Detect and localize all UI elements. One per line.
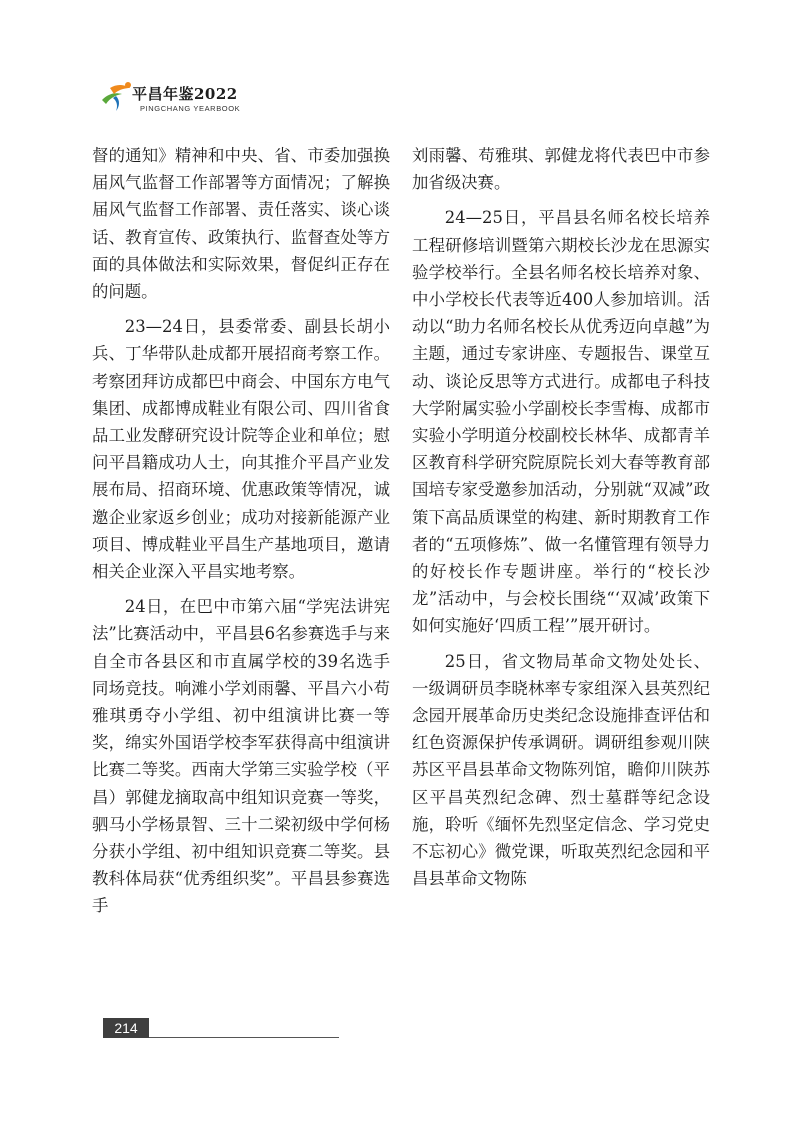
paragraph: 24日，在巴中市第六届“学宪法讲宪法”比赛活动中，平昌县6名参赛选手与来自全市各县区和市直属学校的39名选手同场竞技。响滩小学刘雨馨、平昌六小苟雅琪勇夺小学组、初中组演讲比赛一等奖，绵实外国语学校李军获得高中组演讲比赛二等奖。西南大学第三实验学校（平昌）郭健龙摘取高中组知识竞赛一等奖，驷马小学杨景智、三十二梁初级中学何杨分获小学组、初中组知识竞赛二等奖。县教科体局获“优秀组织奖”。平昌县参赛选手 xyxy=(92,597,390,916)
paragraph: 25日，省文物局革命文物处处长、一级调研员李晓林率专家组深入县英烈纪念园开展革命历史类纪念设施排查评估和红色资源保护传承调研。调研组参观川陕苏区平昌县革命文物陈列馆，瞻仰川陕苏区平昌英烈纪念碑、烈士墓群等纪念设施，聆听《缅怀先烈坚定信念、学习党史不忘初心》微党课，听取英烈纪念园和平昌县革命文物陈 xyxy=(412,651,710,889)
paragraph: 刘雨馨、苟雅琪、郭健龙将代表巴中市参加省级决赛。 xyxy=(412,146,710,193)
page-number: 214 xyxy=(103,1018,149,1038)
left-column xyxy=(92,142,390,920)
footer-rule xyxy=(149,1037,339,1038)
paragraph: 督的通知》精神和中央、省、市委加强换届风气监督工作部署等方面情况；了解换届风气监督工作部署、责任落实、谈心谈话、教育宣传、政策执行、监督查处等方面的具体做法和实际效果，督促纠正存在的问题。 xyxy=(92,146,390,302)
yearbook-title: 平昌年鉴2022 xyxy=(132,85,238,103)
paragraph: 23—24日，县委常委、副县长胡小兵、丁华带队赴成都开展招商考察工作。考察团拜访成都巴中商会、中国东方电气集团、成都博成鞋业有限公司、四川省食品工业发酵研究设计院等企业和单位；慰问平昌籍成功人士，向其推介平昌产业发展布局、招商环境、优惠政策等情况，诚邀企业家返乡创业；成功对接新能源产业项目、博成鞋业平昌生产基地项目，邀请相关企业深入平昌实地考察。 xyxy=(92,317,390,582)
yearbook-subtitle: PINGCHANG YEARBOOK xyxy=(140,104,241,113)
running-header xyxy=(100,80,400,120)
paragraph: 24—25日，平昌县名师名校长培养工程研修培训暨第六期校长沙龙在思源实验学校举行。全县名师名校长培养对象、中小学校长代表等近400人参加培训。活动以“助力名师名校长从优秀迈向卓越”为主题，通过专家讲座、专题报告、课堂互动、谈论反思等方式进行。成都电子科技大学附属实验小学副校长李雪梅、成都市实验小学明道分校副校长林华、成都青羊区教育科学研究院原院长刘大春等教育部国培专家受邀参加活动，分别就“双减”政策下高品质课堂的构建、新时期教育工作者的“五项修炼”、做一名懂管理有领导力的好校长作专题讲座。举行的“校长沙龙”活动中，与会校长围绕“‘双减’政策下如何实施好‘四质工程’”展开研讨。 xyxy=(412,208,710,636)
yearbook-logo-icon xyxy=(100,80,134,112)
right-column xyxy=(412,142,710,892)
